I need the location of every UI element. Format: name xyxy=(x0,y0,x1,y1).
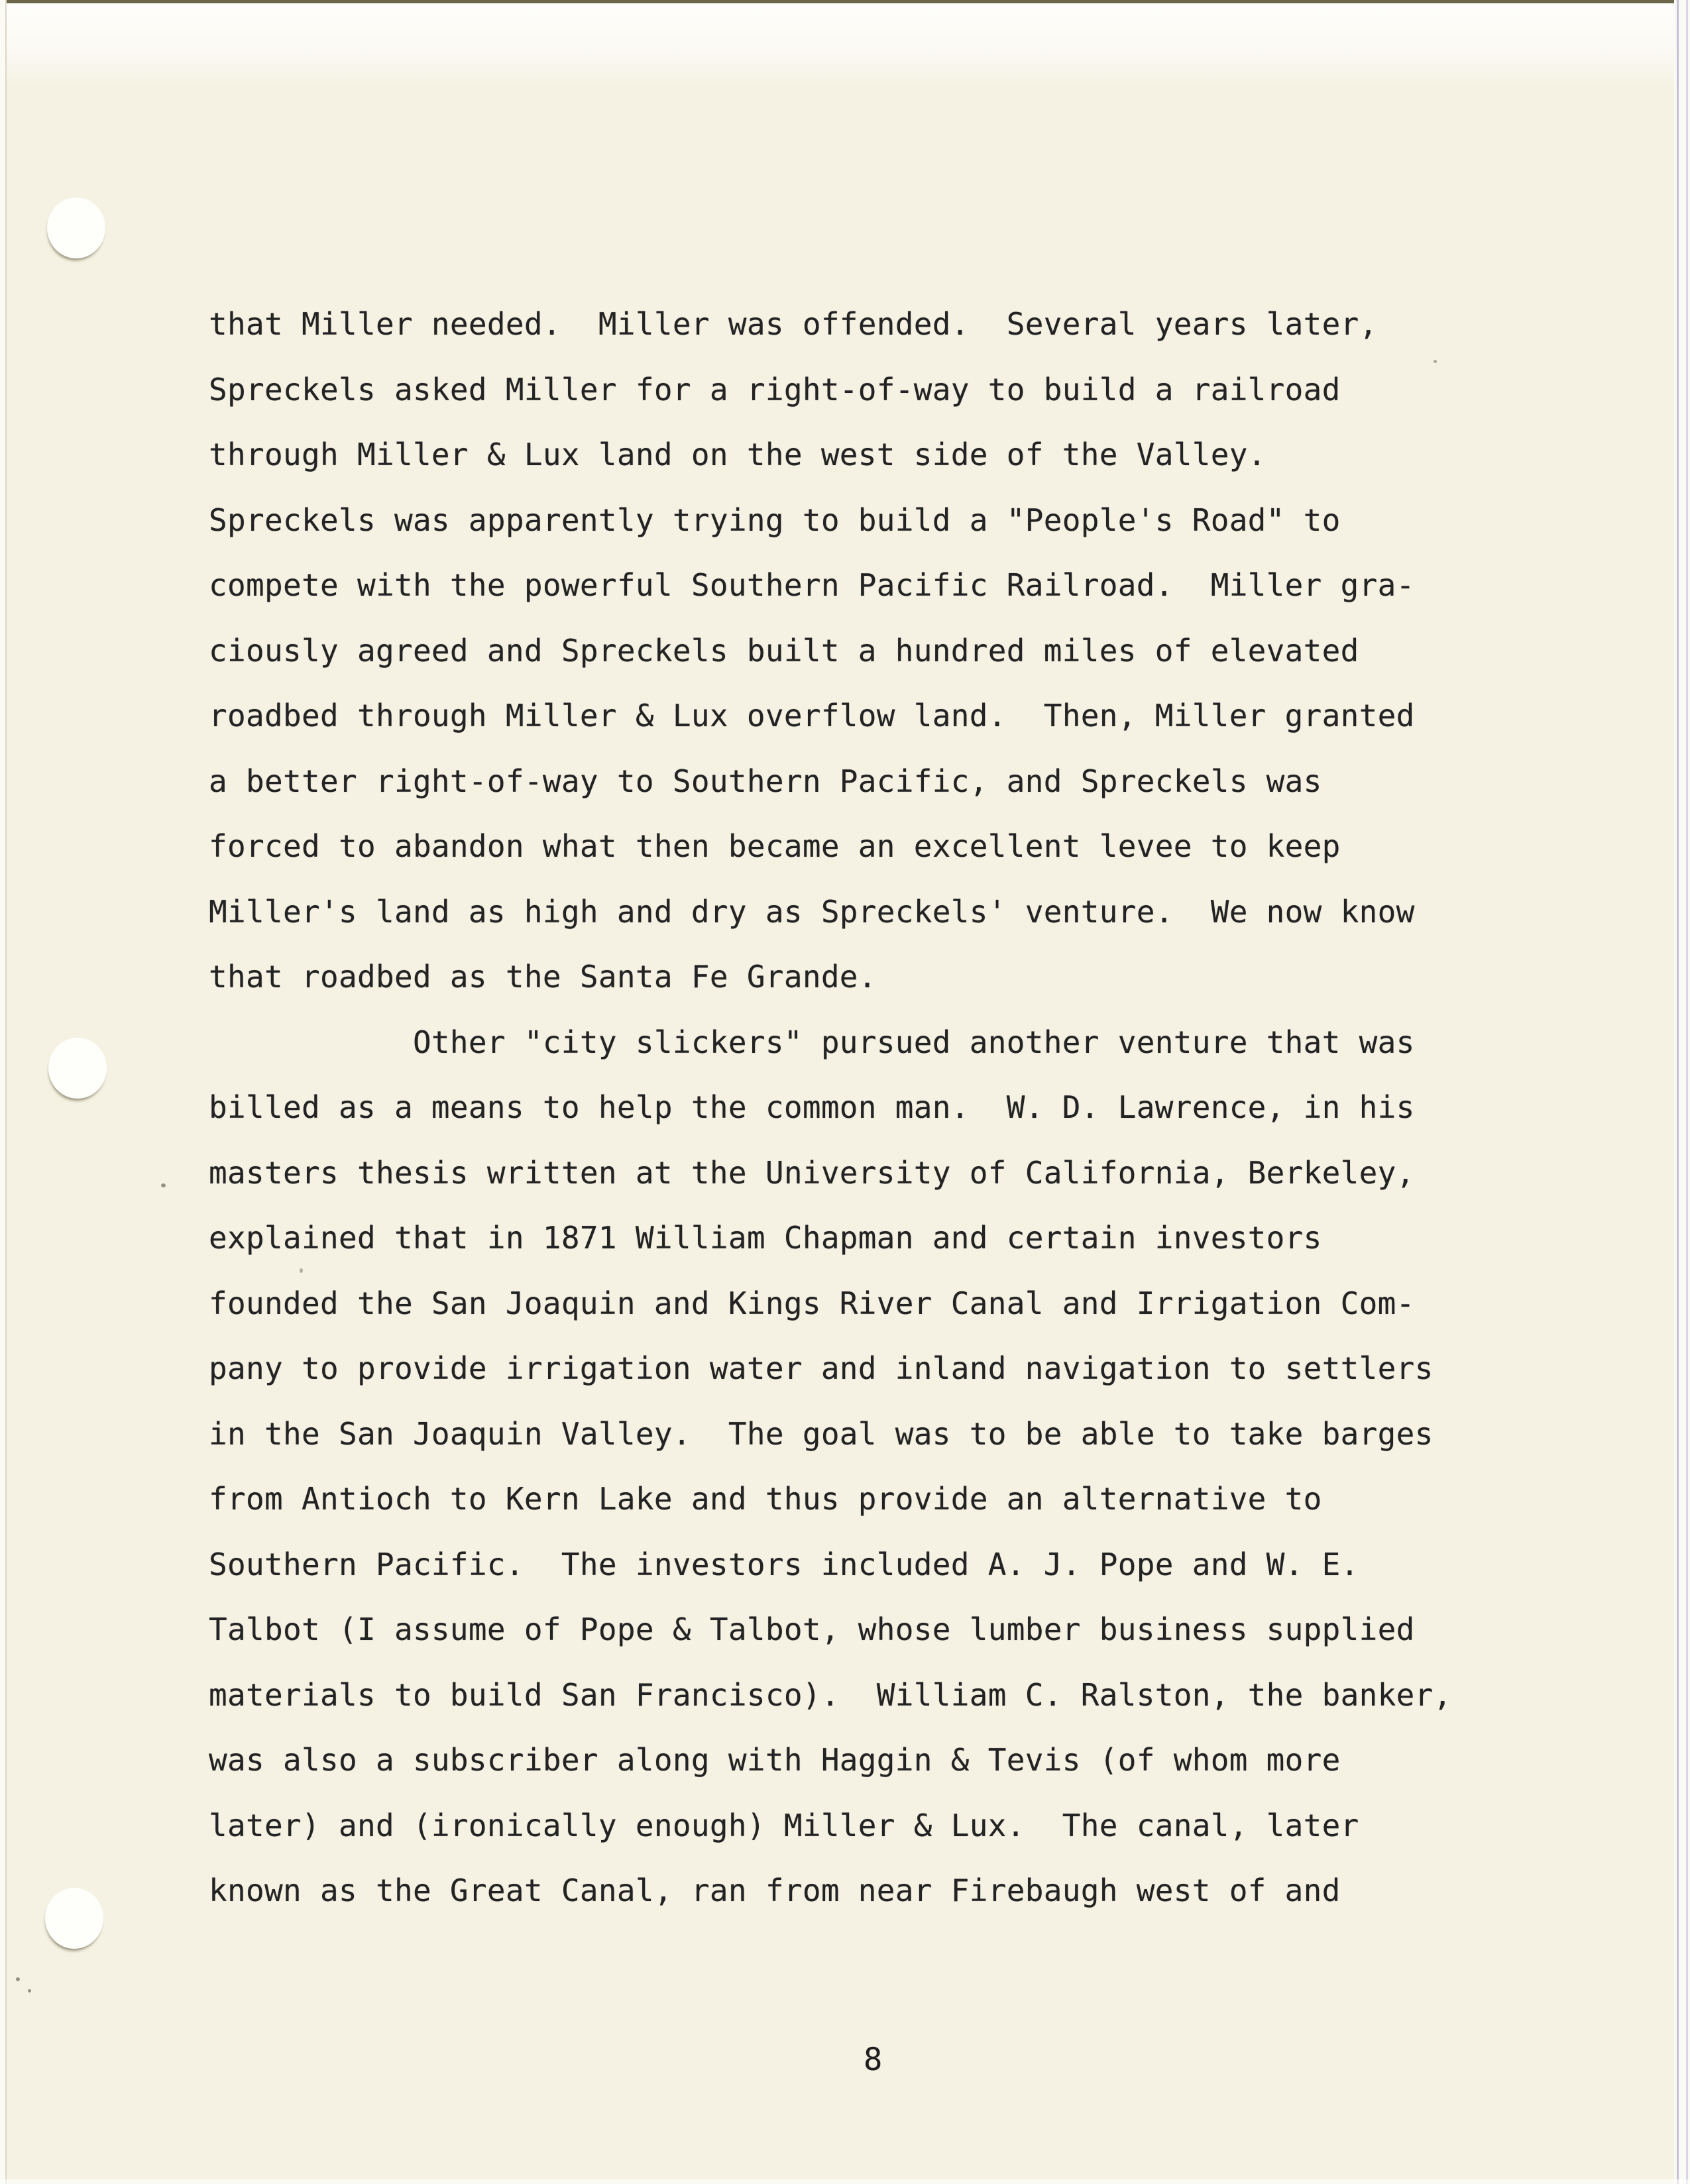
typed-line: was also a subscriber along with Haggin & Tevis (of whom more xyxy=(209,1742,1341,1778)
typed-line: Spreckels was apparently trying to build a "People's Road" to xyxy=(209,502,1341,538)
typed-text-block xyxy=(209,292,1452,1924)
scan-left-edge xyxy=(0,0,7,2184)
typed-line: Spreckels asked Miller for a right-of-way to build a railroad xyxy=(209,371,1341,408)
typed-line: Southern Pacific. The investors included A. J. Pope and W. E. xyxy=(209,1546,1359,1582)
typed-line: Miller's land as high and dry as Spreckels' venture. We now know xyxy=(209,893,1415,930)
typed-line: in the San Joaquin Valley. The goal was to be able to take barges xyxy=(209,1415,1434,1452)
typed-line: known as the Great Canal, ran from near Firebaugh west of and xyxy=(209,1873,1341,1908)
typed-line: pany to provide irrigation water and inland navigation to settlers xyxy=(209,1350,1434,1386)
typed-line: compete with the powerful Southern Pacific Railroad. Miller gra- xyxy=(209,567,1415,603)
typed-line: that roadbed as the Santa Fe Grande. xyxy=(209,959,877,995)
hole-punch xyxy=(48,1038,107,1099)
typed-line: Other "city slickers" pursued another venture that was xyxy=(209,1024,1415,1060)
hole-punch xyxy=(45,1888,103,1949)
scan-edge-line xyxy=(1677,0,1679,2184)
typed-line: forced to abandon what then became an excellent levee to keep xyxy=(209,828,1341,864)
hole-punch xyxy=(47,197,105,258)
scan-speck xyxy=(161,1183,166,1187)
typed-line: Talbot (I assume of Pope & Talbot, whose lumber business supplied xyxy=(209,1611,1415,1647)
typed-line: explained that in 1871 William Chapman and certain investors xyxy=(209,1220,1322,1256)
scan-bottom-edge xyxy=(0,2179,1690,2184)
typed-line: billed as a means to help the common man. W. D. Lawrence, in his xyxy=(209,1089,1415,1125)
typed-line: a better right-of-way to Southern Pacific, and Spreckels was xyxy=(209,763,1322,799)
typed-line: later) and (ironically enough) Miller & Lux. The canal, later xyxy=(209,1807,1359,1843)
typed-line: masters thesis written at the University of California, Berkeley, xyxy=(209,1154,1415,1191)
scan-right-edge xyxy=(1674,0,1690,2184)
typed-line: from Antioch to Kern Lake and thus provide an alternative to xyxy=(209,1481,1322,1517)
typed-line: through Miller & Lux land on the west side of the Valley. xyxy=(209,437,1267,472)
scan-speck xyxy=(16,1977,20,1981)
scan-edge-line xyxy=(1686,0,1688,2184)
scan-top-fade xyxy=(0,3,1690,89)
typed-line: ciously agreed and Spreckels built a hundred miles of elevated xyxy=(209,632,1359,669)
typed-line: roadbed through Miller & Lux overflow land. Then, Miller granted xyxy=(209,698,1415,734)
scan-speck xyxy=(28,1989,31,1993)
scan-top-edge xyxy=(0,0,1679,3)
typed-line: founded the San Joaquin and Kings River Canal and Irrigation Com- xyxy=(209,1285,1415,1321)
typed-line: that Miller needed. Miller was offended. Several years later, xyxy=(209,306,1378,342)
page-number: 8 xyxy=(864,2042,883,2078)
typed-line: materials to build San Francisco). William C. Ralston, the banker, xyxy=(209,1676,1452,1713)
